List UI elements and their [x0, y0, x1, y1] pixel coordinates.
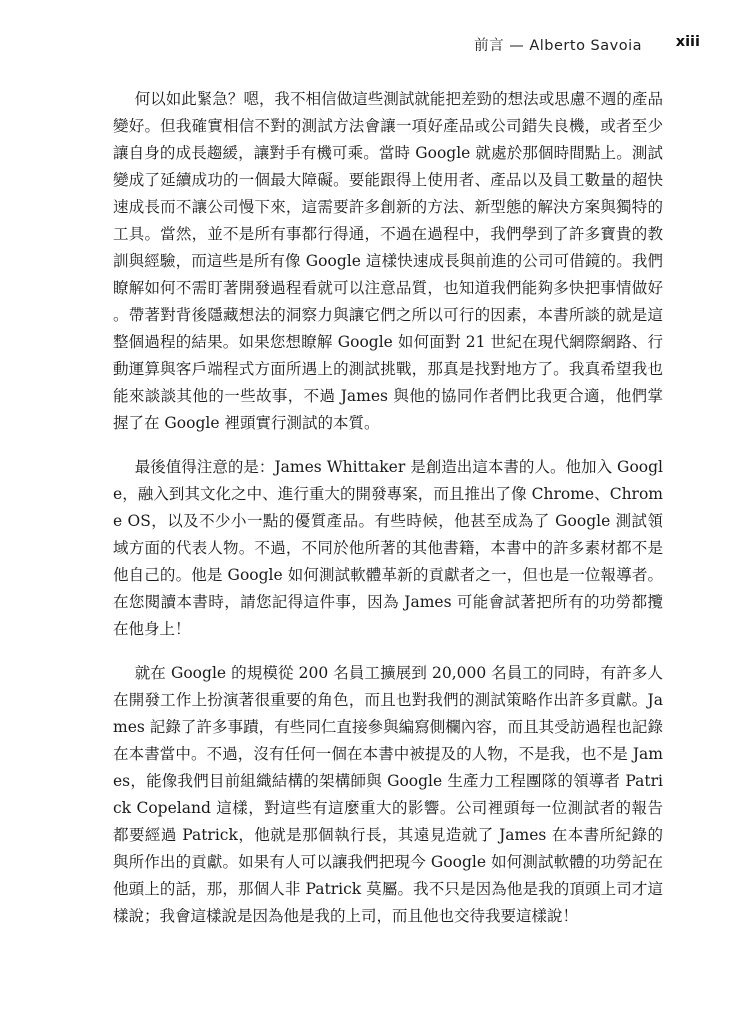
- page-number: xiii: [675, 34, 700, 50]
- running-header-title: 前言 — Alberto Savoia: [474, 38, 642, 54]
- body-text: [113, 86, 663, 947]
- paragraph-2: 最後值得注意的是：James Whittaker 是創造出這本書的人。他加入 Google，融入到其文化之中、進行重大的開發專案，而且推出了像 Chrome、Chrome OS，以及不少小一點的優質產品。有些時候，他甚至成為了 Google 測試領域方面的代表人物。不過，不同於他所著的其他書籍，本書中的許多素材都不是他自己的。他是 Google 如何測試軟體革新的貢獻者之一，但也是一位報導者。在您閱讀本書時，請您記得這件事，因為 James 可能會試著把所有的功勞都攬在他身上！: [113, 458, 663, 638]
- page-header: [0, 34, 750, 58]
- paragraph-1: 何以如此緊急？嗯，我不相信做這些測試就能把差勁的想法或思慮不週的產品變好。但我確實相信不對的測試方法會讓一項好產品或公司錯失良機，或者至少讓自身的成長趨緩，讓對手有機可乘。當時 Google 就處於那個時間點上。測試變成了延續成功的一個最大障礙。要能跟得上使用者、產品以及員工數量的超快速成長而不讓公司慢下來，這需要許多創新的方法、新型態的解決方案與獨特的工具。當然，並不是所有事都行得通，不過在過程中，我們學到了許多寶貴的教訓與經驗，而這些是所有像 Google 這樣快速成長與前進的公司可借鏡的。我們瞭解如何不需盯著開發過程看就可以注意品質，也知道我們能夠多快把事情做好。帶著對背後隱藏想法的洞察力與讓它們之所以可行的因素，本書所談的就是這整個過程的結果。如果您想瞭解 Google 如何面對 21 世紀在現代網際網路、行動運算與客戶端程式方面所遇上的測試挑戰，那真是找對地方了。我真希望我也能來談談其他的一些故事，不過 James 與他的協同作者們比我更合適，他們掌握了在 Google 裡頭實行測試的本質。: [113, 90, 663, 432]
- paragraph-3: 就在 Google 的規模從 200 名員工擴展到 20,000 名員工的同時，有許多人在開發工作上扮演著很重要的角色，而且也對我們的測試策略作出許多貢獻。James 記錄了許多事蹟，有些同仁直接參與編寫側欄內容，而且其受訪過程也記錄在本書當中。不過，沒有任何一個在本書中被提及的人物，不是我，也不是 James，能像我們目前組織結構的架構師與 Google 生產力工程團隊的領導者 Patrick Copeland 這樣，對這些有這麼重大的影響。公司裡頭每一位測試者的報告都要經過 Patrick，他就是那個執行長，其遠見造就了 James 在本書所紀錄的與所作出的貢獻。如果有人可以讓我們把現今 Google 如何測試軟體的功勞記在他頭上的話，那，那個人非 Patrick 莫屬。我不只是因為他是我的頂頭上司才這樣說；我會這樣說是因為他是我的上司，而且他也交待我要這樣說！: [113, 664, 663, 925]
